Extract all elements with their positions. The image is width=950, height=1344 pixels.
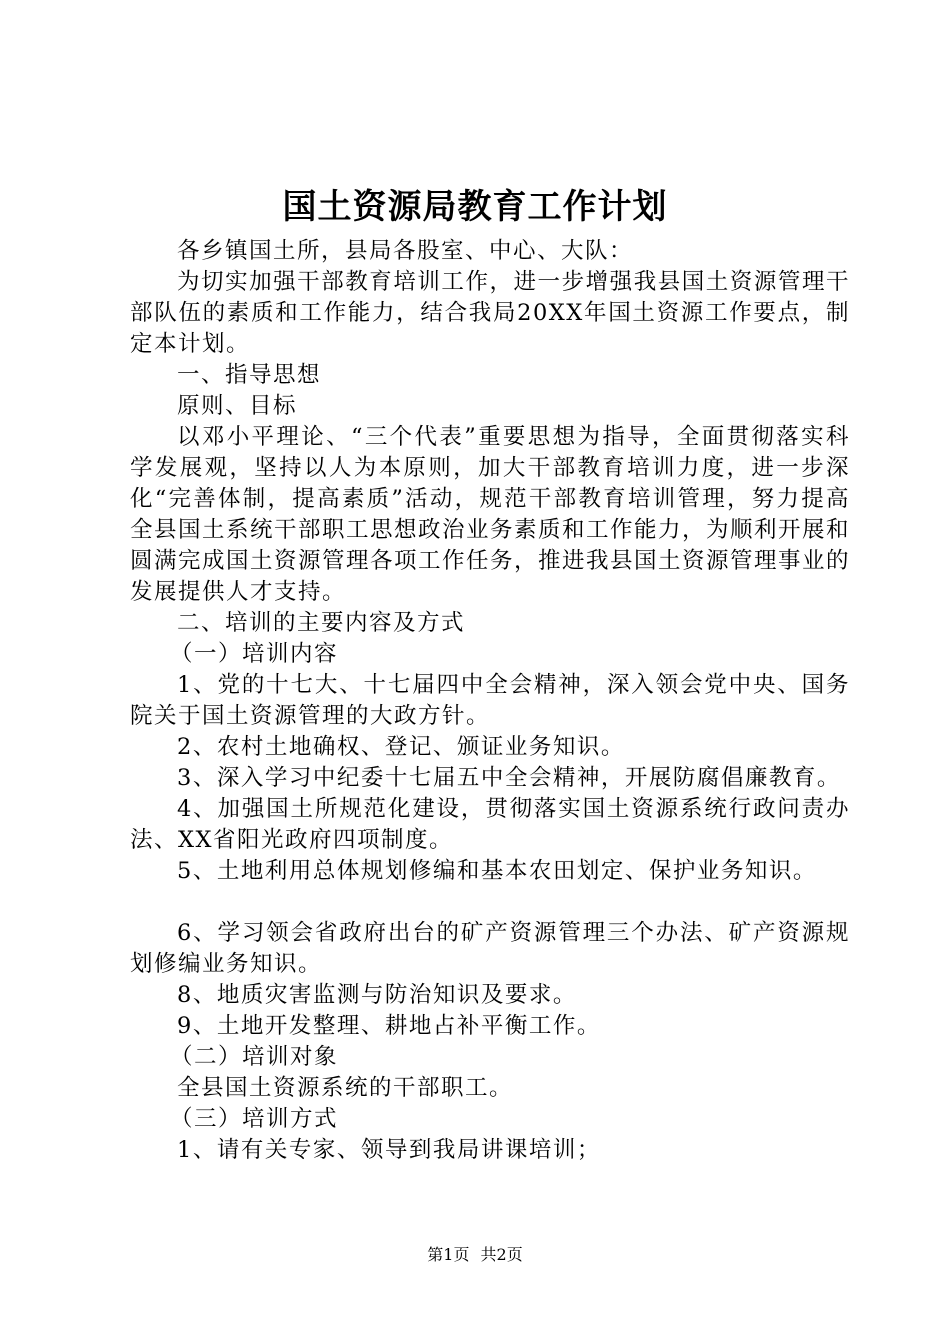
list-item-6: 6、学习领会省政府出台的矿产资源管理三个办法、矿产资源规划修编业务知识。 <box>130 920 850 977</box>
heading-principles: 原则、目标 <box>177 393 298 419</box>
subheading-training-methods: （三）培训方式 <box>170 1106 339 1132</box>
list-item-9: 9、土地开发整理、耕地占补平衡工作。 <box>177 1013 601 1039</box>
heading-training-content-and-methods: 二、培训的主要内容及方式 <box>177 610 466 636</box>
blank-line <box>130 887 850 918</box>
document-body <box>130 236 850 1166</box>
paragraph-guiding-content: 以邓小平理论、“三个代表”重要思想为指导，全面贯彻落实科学发展观，坚持以人为本原则，加大干部教育培训力度，进一步深化“完善体制，提高素质”活动，规范干部教育培训管理，努力提高全县国土系统干部职工思想政治业务素质和工作能力，为顺利开展和圆满完成国土资源管理各项工作任务，推进我县国土资源管理事业的发展提供人才支持。 <box>130 424 851 605</box>
subheading-training-content: （一）培训内容 <box>170 641 339 667</box>
list-item-4: 4、加强国土所规范化建设，贯彻落实国土资源系统行政问责办法、XX省阳光政府四项制度。 <box>130 796 850 853</box>
page-footer <box>0 1244 950 1266</box>
page-number-current: 第1页 <box>427 1245 470 1264</box>
list-item-1: 1、党的十七大、十七届四中全会精神，深入领会党中央、国务院关于国土资源管理的大政方针。 <box>130 672 850 729</box>
heading-guiding-thought: 一、指导思想 <box>177 362 322 388</box>
paragraph-salutation: 各乡镇国土所，县局各股室、中心、大队： <box>177 238 634 264</box>
paragraph-training-targets: 全县国土资源系统的干部职工。 <box>177 1075 514 1101</box>
list-item-8: 8、地质灾害监测与防治知识及要求。 <box>177 982 577 1008</box>
list-item-method-1: 1、请有关专家、领导到我局讲课培训； <box>177 1137 601 1163</box>
page-number-total: 共2页 <box>480 1245 523 1264</box>
subheading-training-targets: （二）培训对象 <box>170 1044 339 1070</box>
document-title: 国土资源局教育工作计划 <box>282 187 668 227</box>
paragraph-intro: 为切实加强干部教育培训工作，进一步增强我县国土资源管理干部队伍的素质和工作能力，结合我局20XX年国土资源工作要点，制定本计划。 <box>130 269 850 357</box>
list-item-2: 2、农村土地确权、登记、颁证业务知识。 <box>177 734 625 760</box>
list-item-5: 5、土地利用总体规划修编和基本农田划定、保护业务知识。 <box>177 858 817 884</box>
list-item-3: 3、深入学习中纪委十七届五中全会精神，开展防腐倡廉教育。 <box>177 765 841 791</box>
